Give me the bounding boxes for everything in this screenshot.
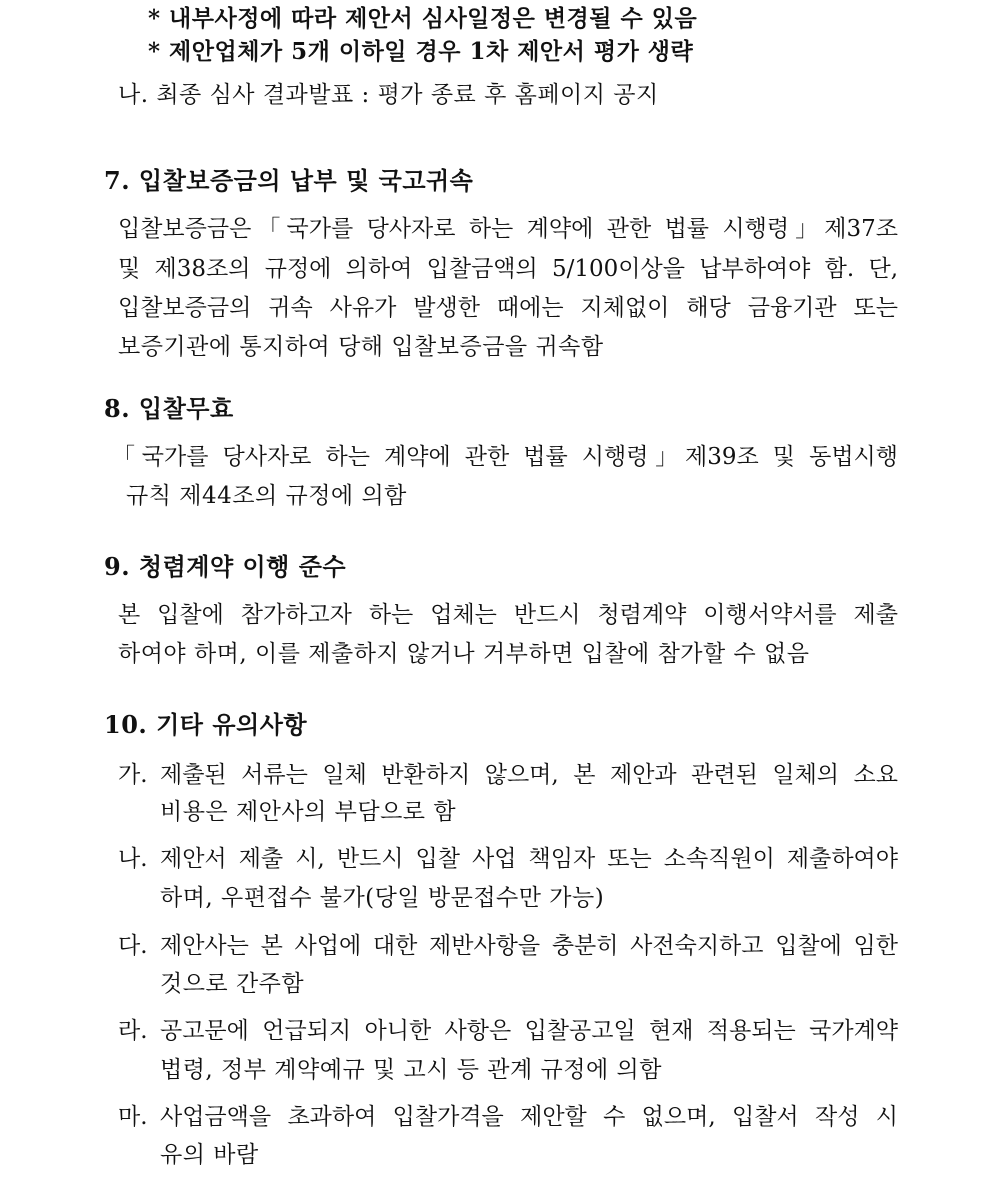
list-item-text: 제안사는 본 사업에 대한 제반사항을 충분히 사전숙지하고 입찰에 임한 — [160, 933, 898, 959]
list-item-text: 제안서 제출 시, 반드시 입찰 사업 책임자 또는 소속직원이 제출하여야 — [160, 846, 898, 872]
list-item-marker: 가. — [118, 762, 148, 788]
note-evaluation-skip: * 제안업체가 5개 이하일 경우 1차 제안서 평가 생략 — [148, 38, 694, 65]
list-item — [118, 931, 898, 961]
section-9-title: 9. 청렴계약 이행 준수 — [104, 552, 347, 581]
list-item-text: 공고문에 언급되지 아니한 사항은 입찰공고일 현재 적용되는 국가계약 — [160, 1018, 898, 1044]
list-item-marker: 마. — [118, 1104, 148, 1130]
section-9-line-1: 본 입찰에 참가하고자 하는 업체는 반드시 청렴계약 이행서약서를 제출 — [118, 602, 898, 628]
list-item-continuation: 것으로 간주함 — [160, 971, 305, 997]
list-item — [118, 1016, 898, 1046]
note-schedule-change: * 내부사정에 따라 제안서 심사일정은 변경될 수 있음 — [148, 5, 698, 32]
list-item-text: 사업금액을 초과하여 입찰가격을 제안할 수 없으며, 입찰서 작성 시 — [160, 1104, 898, 1130]
section-7-line-4: 보증기관에 통지하여 당해 입찰보증금을 귀속함 — [118, 334, 604, 360]
section-8-line-2: 규칙 제44조의 규정에 의함 — [126, 483, 407, 509]
section-7-line-1: 입찰보증금은「국가를 당사자로 하는 계약에 관한 법률 시행령」제37조 — [118, 216, 898, 242]
list-item-marker: 나. — [118, 846, 148, 872]
list-item-marker: 라. — [118, 1018, 148, 1044]
list-item — [118, 760, 898, 790]
section-9-line-2: 하여야 하며, 이를 제출하지 않거나 거부하면 입찰에 참가할 수 없음 — [118, 641, 810, 667]
section-8-title: 8. 입찰무효 — [104, 394, 234, 423]
list-item-continuation: 법령, 정부 계약예규 및 고시 등 관계 규정에 의함 — [160, 1057, 662, 1083]
list-item-continuation: 비용은 제안사의 부담으로 함 — [160, 799, 457, 825]
list-item — [118, 1102, 898, 1132]
section-10-title: 10. 기타 유의사항 — [104, 710, 308, 739]
section-7-title: 7. 입찰보증금의 납부 및 국고귀속 — [104, 166, 474, 195]
section-7-line-2: 및 제38조의 규정에 의하여 입찰금액의 5/100이상을 납부하여야 함. 단, — [118, 256, 898, 282]
list-item — [118, 844, 898, 874]
final-result-announcement: 나. 최종 심사 결과발표 : 평가 종료 후 홈페이지 공지 — [118, 82, 659, 108]
section-8-line-1: 「국가를 당사자로 하는 계약에 관한 법률 시행령」제39조 및 동법시행 — [112, 444, 898, 470]
list-item-text: 제출된 서류는 일체 반환하지 않으며, 본 제안과 관련된 일체의 소요 — [160, 762, 898, 788]
list-item-marker: 다. — [118, 933, 148, 959]
list-item-continuation: 하며, 우편접수 불가(당일 방문접수만 가능) — [160, 885, 605, 911]
section-7-line-3: 입찰보증금의 귀속 사유가 발생한 때에는 지체없이 해당 금융기관 또는 — [118, 295, 898, 321]
list-item-continuation: 유의 바람 — [160, 1142, 259, 1168]
